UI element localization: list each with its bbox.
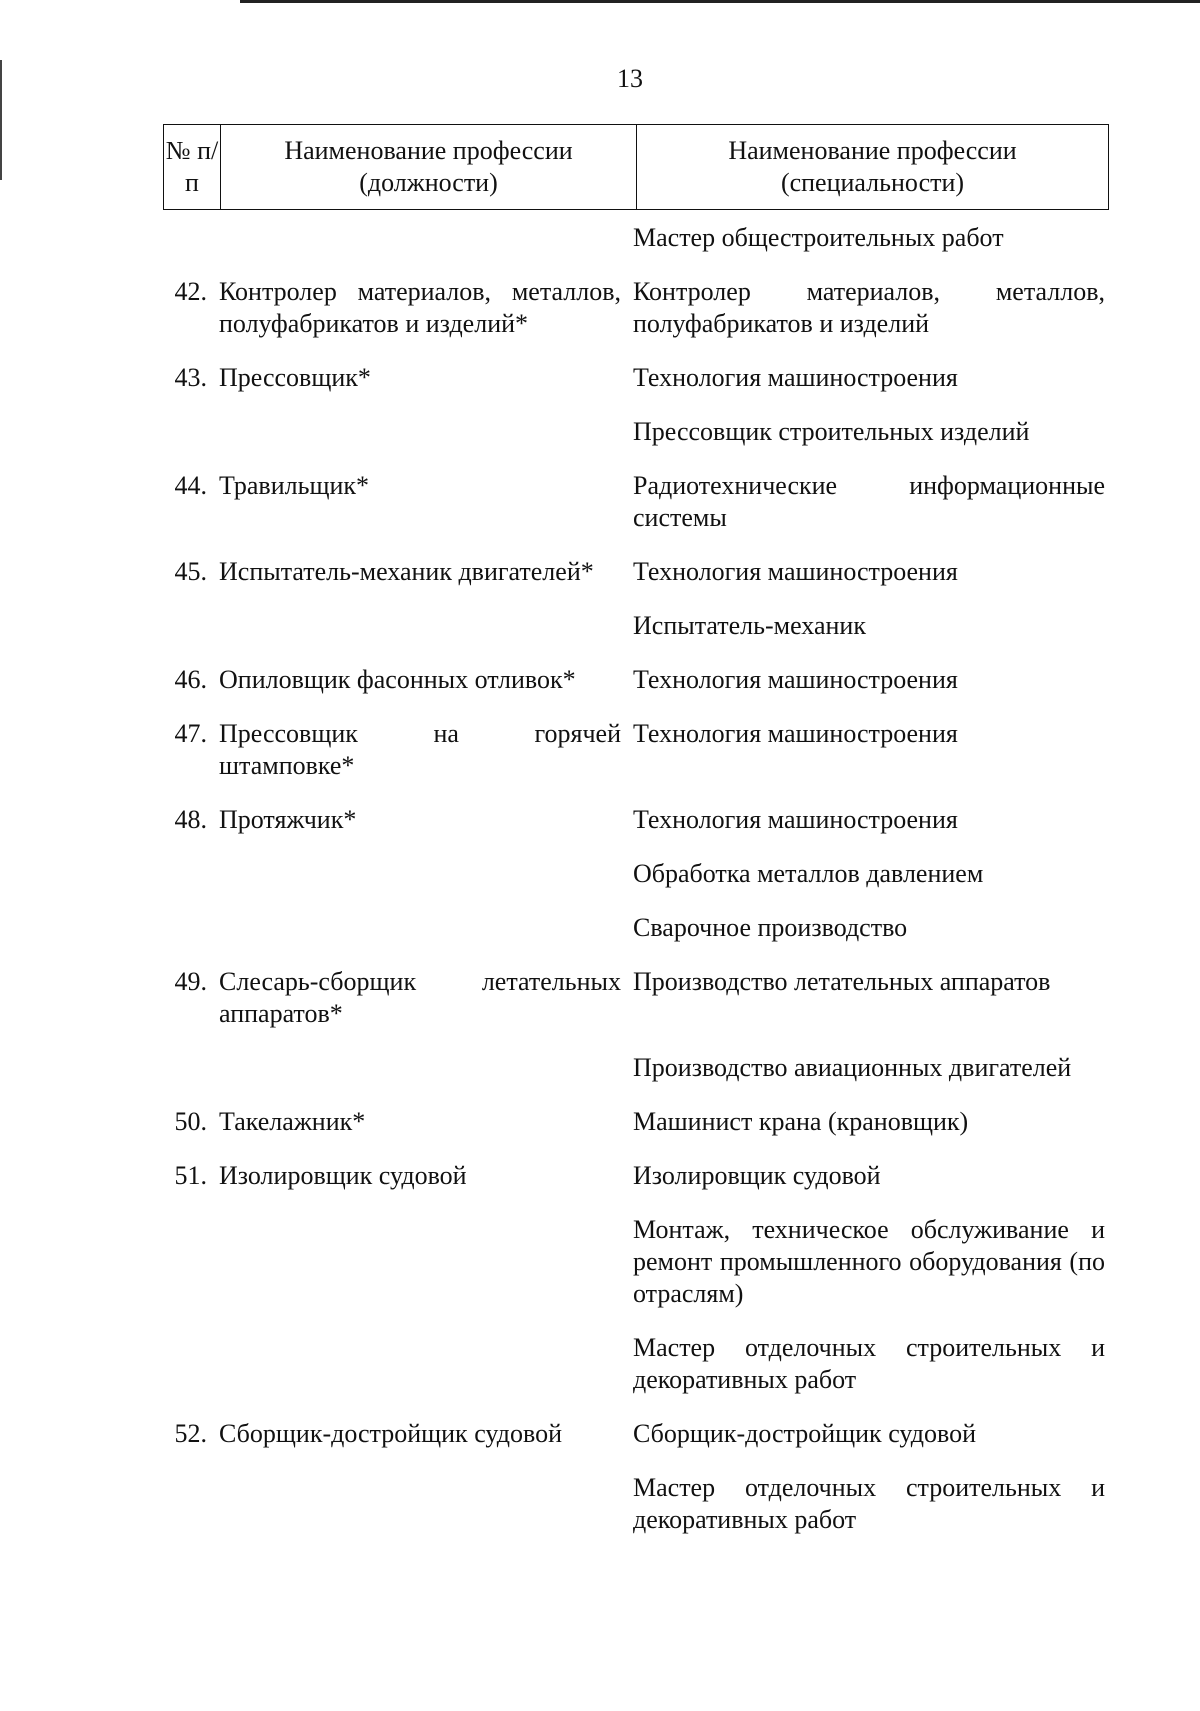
row-specialty: Сварочное производство: [633, 913, 908, 942]
row-specialty: Технология машиностроения: [633, 557, 958, 586]
table-header: [163, 124, 1109, 210]
row-specialty: Технология машиностроения: [633, 805, 958, 834]
table-row: [163, 966, 1109, 1030]
row-position: [219, 610, 633, 642]
table-row: [163, 858, 1109, 890]
row-number: [163, 912, 219, 944]
row-position: [219, 1052, 633, 1084]
table-row: [163, 416, 1109, 448]
row-position: [219, 1472, 633, 1536]
row-position: Прессовщик на горячей штамповке*: [219, 719, 621, 780]
table-row: [163, 1106, 1109, 1138]
row-position: [219, 1332, 633, 1396]
row-number: 49.: [174, 967, 207, 996]
row-number: [163, 858, 219, 890]
row-specialty: Сборщик-достройщик судовой: [633, 1419, 976, 1448]
row-position: Прессовщик*: [219, 363, 371, 392]
table-row: [163, 1332, 1109, 1396]
row-number: 52.: [174, 1419, 207, 1448]
row-position: Опиловщик фасонных отливок*: [219, 665, 576, 694]
row-specialty: Радиотехнические информационные системы: [633, 471, 1105, 532]
row-specialty: Контролер материалов, металлов, полуфабрикатов и изделий: [633, 277, 1105, 338]
row-position: Контролер материалов, металлов, полуфабрикатов и изделий*: [219, 277, 621, 338]
row-number: [163, 1332, 219, 1396]
table-row: [163, 912, 1109, 944]
row-position: Протяжчик*: [219, 805, 357, 834]
row-specialty: Монтаж, техническое обслуживание и ремонт промышленного оборудования (по отраслям): [633, 1215, 1105, 1308]
table-row: [163, 362, 1109, 394]
row-position: [219, 416, 633, 448]
table-row: [163, 222, 1109, 254]
header-specialty-column: Наименование профессии (специальности): [728, 136, 1017, 197]
table-row: [163, 276, 1109, 340]
page-top-border: [240, 0, 1200, 3]
row-number: [163, 1214, 219, 1310]
row-position: Такелажник*: [219, 1107, 366, 1136]
row-specialty: Производство авиационных двигателей: [633, 1053, 1072, 1082]
row-specialty: Технология машиностроения: [633, 665, 958, 694]
row-position: Травильщик*: [219, 471, 370, 500]
row-number: 43.: [174, 363, 207, 392]
row-number: 50.: [174, 1107, 207, 1136]
table-row: [163, 1418, 1109, 1450]
row-position: [219, 1214, 633, 1310]
row-specialty: Обработка металлов давлением: [633, 859, 984, 888]
row-specialty: Изолировщик судовой: [633, 1161, 881, 1190]
row-number: [163, 1472, 219, 1536]
table-row: [163, 470, 1109, 534]
row-number: 51.: [174, 1161, 207, 1190]
row-position: Изолировщик судовой: [219, 1161, 467, 1190]
row-number: 42.: [174, 277, 207, 306]
row-specialty: Технология машиностроения: [633, 363, 958, 392]
table-row: [163, 718, 1109, 782]
row-number: [163, 1052, 219, 1084]
row-position: [219, 222, 633, 254]
row-specialty: Технология машиностроения: [633, 719, 958, 748]
row-position: [219, 912, 633, 944]
table-row: [163, 1214, 1109, 1310]
table-row: [163, 1052, 1109, 1084]
row-specialty: Испытатель-механик: [633, 611, 866, 640]
row-number: 47.: [174, 719, 207, 748]
table-row: [163, 664, 1109, 696]
row-number: 46.: [174, 665, 207, 694]
header-position-column: Наименование профессии (должности): [221, 125, 637, 209]
row-number: 48.: [174, 805, 207, 834]
row-specialty: Прессовщик строительных изделий: [633, 417, 1030, 446]
row-position: [219, 858, 633, 890]
row-position: Испытатель-механик двигателей*: [219, 557, 594, 586]
table-body: [163, 222, 1109, 1558]
row-number: 45.: [174, 557, 207, 586]
row-specialty: Мастер общестроительных работ: [633, 223, 1004, 252]
page-number: 13: [617, 64, 643, 93]
row-number: [163, 222, 219, 254]
table-row: [163, 804, 1109, 836]
row-specialty: Производство летательных аппаратов: [633, 967, 1051, 996]
row-number: [163, 610, 219, 642]
row-number: 44.: [174, 471, 207, 500]
row-position: Сборщик-достройщик судовой: [219, 1419, 562, 1448]
table-row: [163, 610, 1109, 642]
table-row: [163, 1472, 1109, 1536]
row-specialty: Машинист крана (крановщик): [633, 1107, 969, 1136]
row-position: Слесарь-сборщик летательных аппаратов*: [219, 967, 621, 1028]
row-specialty: Мастер отделочных строительных и декоративных работ: [633, 1333, 1105, 1394]
row-specialty: Мастер отделочных строительных и декоративных работ: [633, 1473, 1105, 1534]
table-row: [163, 556, 1109, 588]
header-number-column: № п/п: [164, 125, 221, 209]
table-row: [163, 1160, 1109, 1192]
row-number: [163, 416, 219, 448]
